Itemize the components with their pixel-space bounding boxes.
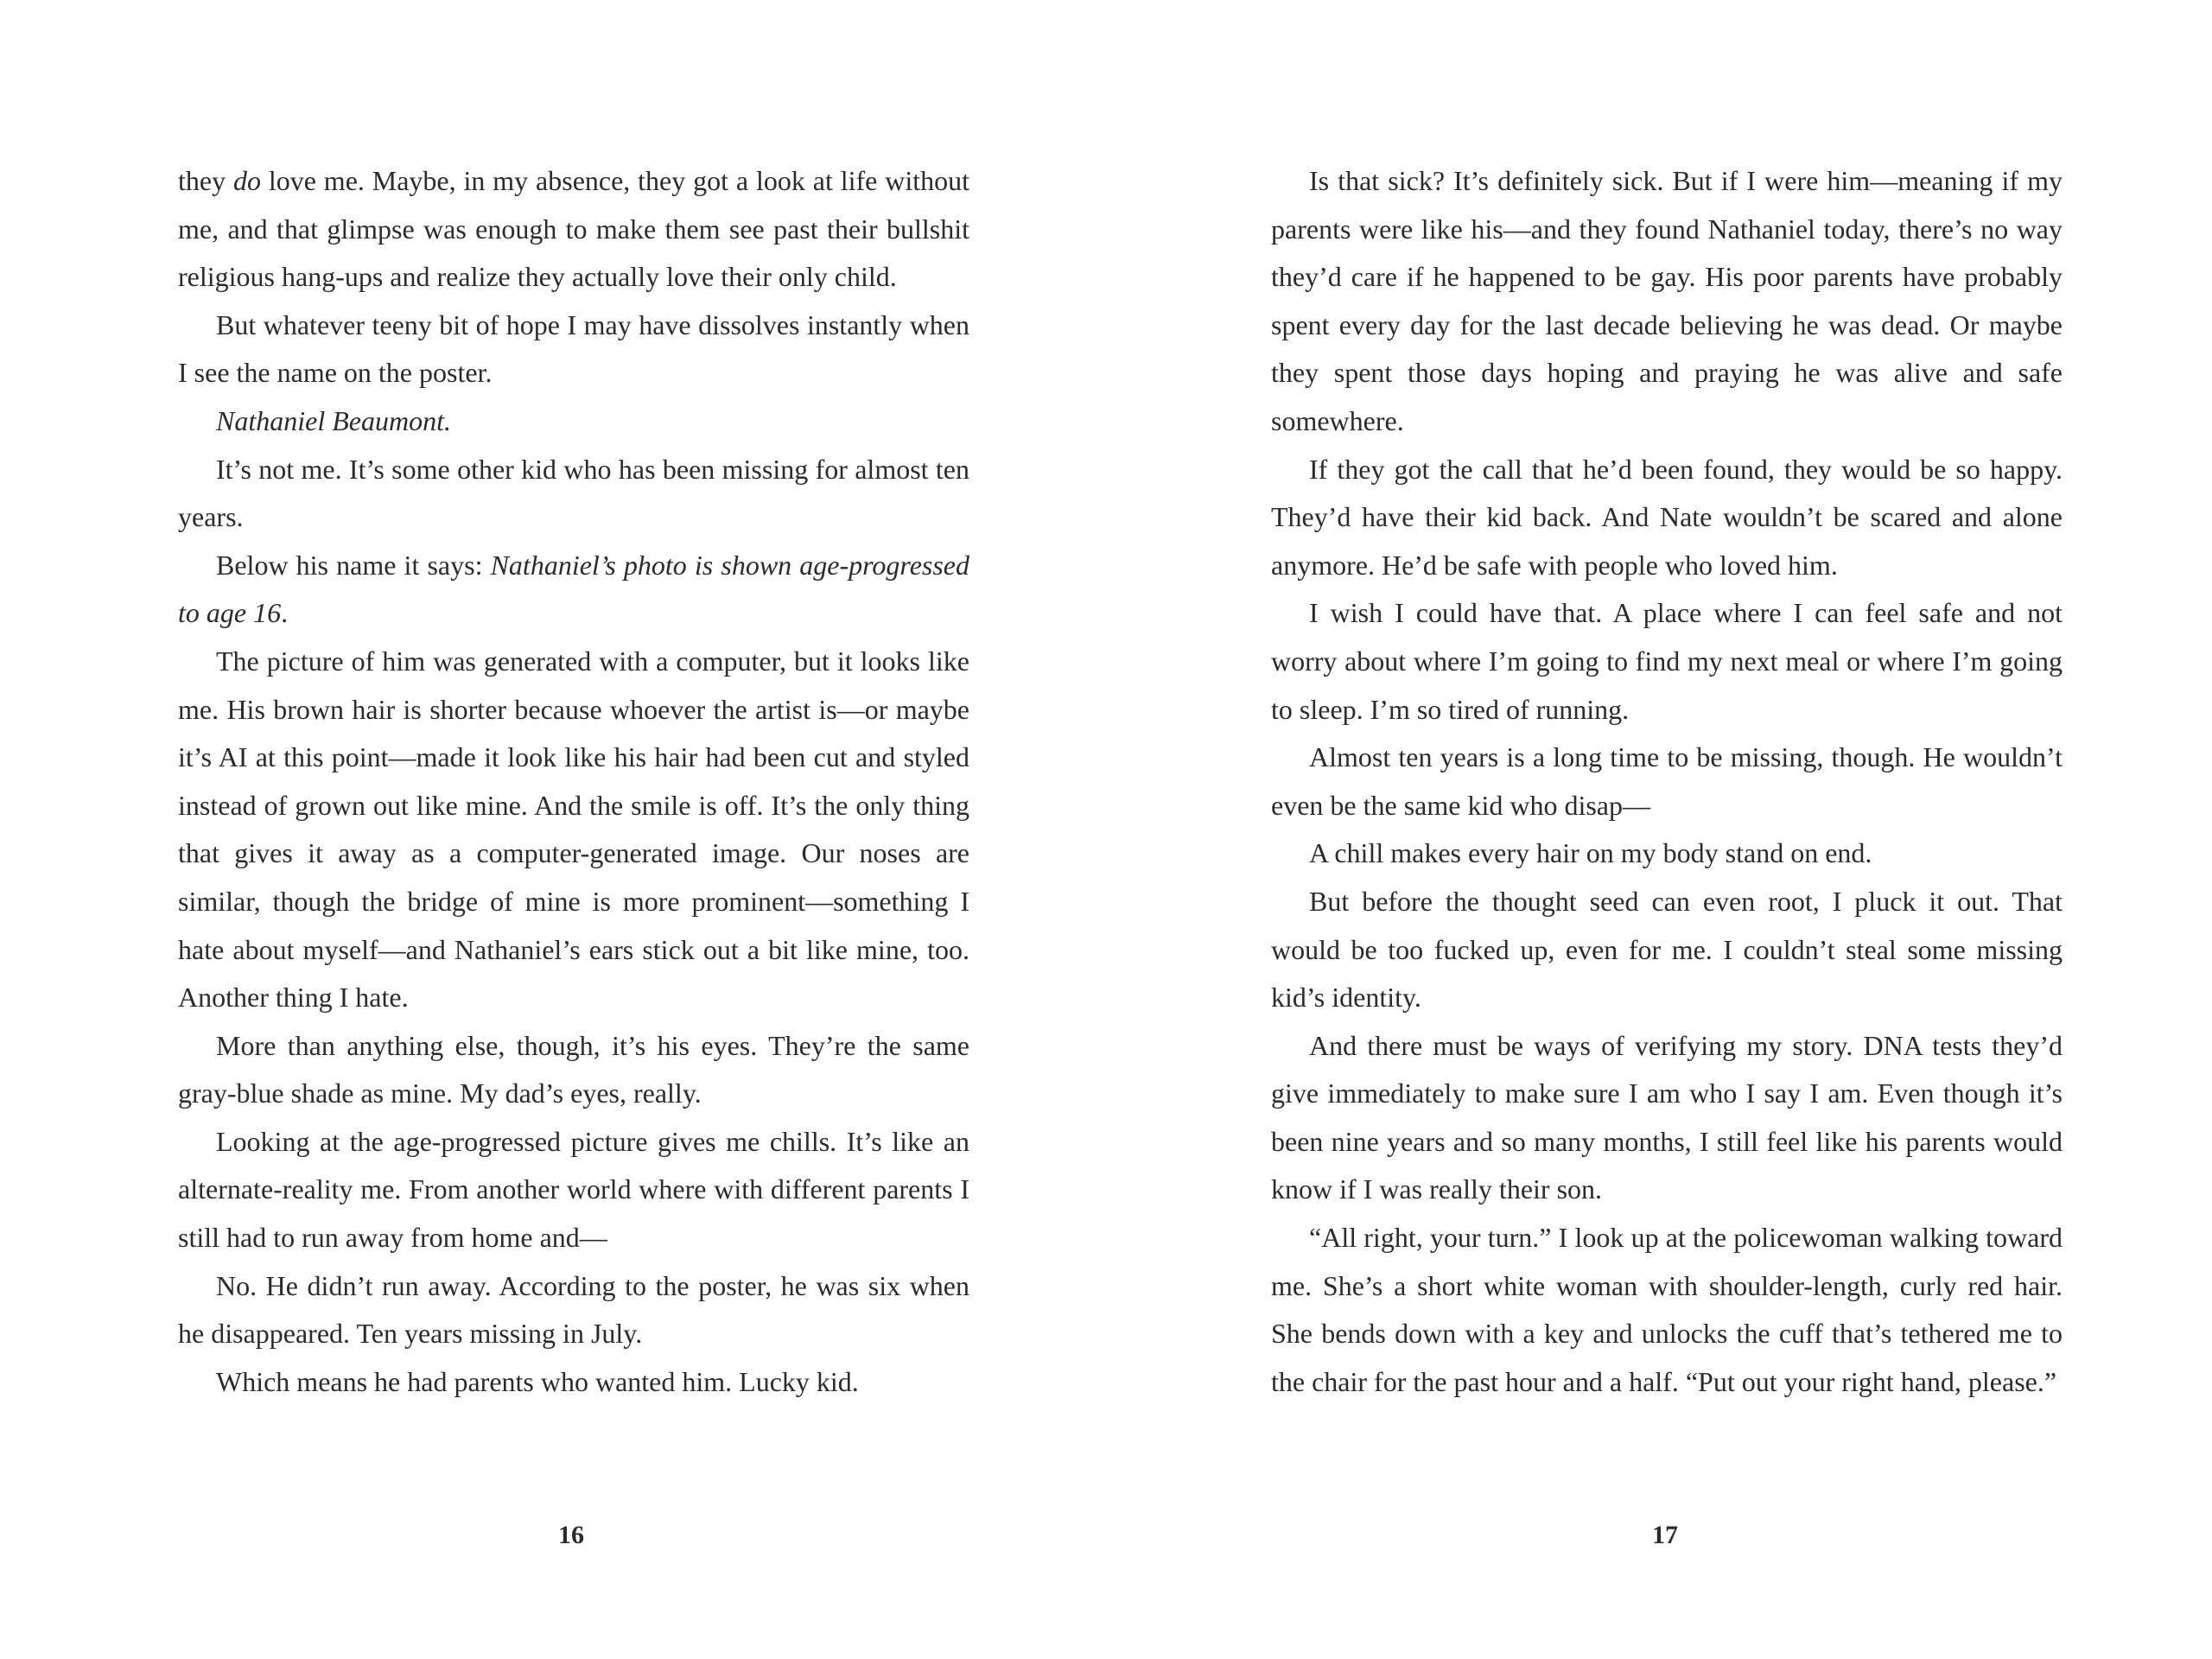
paragraph-text: Looking at the age-progressed picture gives me chills. It’s like an alternate-reality me. From another world where with different parents I still had to run away from home and— <box>178 1125 969 1254</box>
paragraph-text: Which means he had parents who wanted him. Lucky kid. <box>216 1365 859 1397</box>
paragraph-text: But whatever teeny bit of hope I may have dissolves instantly when I see the name on the poster. <box>178 308 969 389</box>
paragraph <box>178 1262 969 1358</box>
paragraph-text: Almost ten years is a long time to be missing, though. He wouldn’t even be the same kid who disap— <box>1271 741 2063 821</box>
paragraph <box>178 542 969 638</box>
paragraph <box>1271 157 2063 446</box>
paragraph-text: It’s not me. It’s some other kid who has been missing for almost ten years. <box>178 453 969 533</box>
italic-text: Nathaniel’s photo is shown age-progressed to age 16 <box>178 549 970 629</box>
paragraph-text: Below his name it says: <box>216 549 491 581</box>
paragraph <box>1271 734 2063 830</box>
paragraph <box>178 446 969 542</box>
paragraph-text: And there must be ways of verifying my story. DNA tests they’d give immediately to make sure I am who I say I am. Even though it’s been nine years and so many months, I still feel like his parents would know if I was really their son. <box>1271 1029 2063 1205</box>
italic-text: do <box>232 165 261 196</box>
paragraph <box>1271 1214 2063 1406</box>
paragraph <box>178 397 969 446</box>
paragraph <box>1271 1022 2063 1214</box>
left-page-text <box>178 157 969 1406</box>
paragraph-text: If they got the call that he’d been found, they would be so happy. They’d have their kid back. And Nate wouldn’t be scared and alone anymore. He’d be safe with people who loved him. <box>1271 453 2063 581</box>
paragraph-text: I wish I could have that. A place where I can feel safe and not worry about where I’m going to find my next meal or where I’m going to sleep. I’m so tired of running. <box>1271 597 2063 725</box>
paragraph-text: No. He didn’t run away. According to the poster, he was six when he disappeared. Ten years missing in July. <box>178 1269 969 1350</box>
paragraph-text: Is that sick? It’s definitely sick. But if I were him—meaning if my parents were like his—and they found Nathaniel today, there’s no way they’d care if he happened to be gay. His poor parents have probably spent every day for the last decade believing he was dead. Or maybe they spent those days hoping and praying he was alive and safe somewhere. <box>1271 165 2063 436</box>
paragraph-text: A chill makes every hair on my body stand on end. <box>1309 837 1872 869</box>
paragraph <box>1271 589 2063 734</box>
paragraph <box>178 638 969 1022</box>
page-number-left: 16 <box>558 1521 584 1549</box>
paragraph <box>1271 830 2063 878</box>
paragraph <box>178 1022 969 1118</box>
paragraph-text: But before the thought seed can even root, I pluck it out. That would be too fucked up, even for me. I couldn’t steal some missing kid’s identity. <box>1271 885 2063 1014</box>
right-page <box>1271 157 2063 1406</box>
paragraph <box>178 1358 969 1407</box>
paragraph <box>178 302 969 397</box>
paragraph-text: The picture of him was generated with a computer, but it looks like me. His brown hair is shorter because whoever the artist is—or maybe it’s AI at this point—made it look like his hair had been cut and styled instead of grown out like mine. And the smile is off. It’s the only thing that gives it away as a computer-generated image. Our noses are similar, though the bridge of mine is more prominent—something I hate about myself—and Nathaniel’s ears stick out a bit like mine, too. Another thing I hate. <box>178 645 969 1014</box>
right-page-text <box>1271 157 2063 1406</box>
paragraph-text: More than anything else, though, it’s his eyes. They’re the same gray-blue shade as mine. My dad’s eyes, really. <box>178 1029 969 1109</box>
paragraph <box>1271 878 2063 1022</box>
paragraph-text: . <box>281 597 289 629</box>
paragraph-text: “All right, your turn.” I look up at the policewoman walking toward me. She’s a short white woman with shoulder-length, curly red hair. She bends down with a key and unlocks the cuff that’s tethered me to the chair for the past hour and a half. “Put out your right hand, please.” <box>1271 1222 2063 1397</box>
paragraph-text: they <box>178 165 233 196</box>
page-number-right: 17 <box>1652 1521 1678 1549</box>
paragraph <box>1271 446 2063 590</box>
left-page <box>178 157 969 1406</box>
paragraph-text: love me. Maybe, in my absence, they got a look at life without me, and that glimpse was enough to make them see past their bullshit religious hang-ups and realize they actually love their only child. <box>178 165 970 293</box>
paragraph <box>178 1118 969 1262</box>
italic-text: Nathaniel Beaumont. <box>216 404 451 436</box>
paragraph <box>178 157 969 302</box>
